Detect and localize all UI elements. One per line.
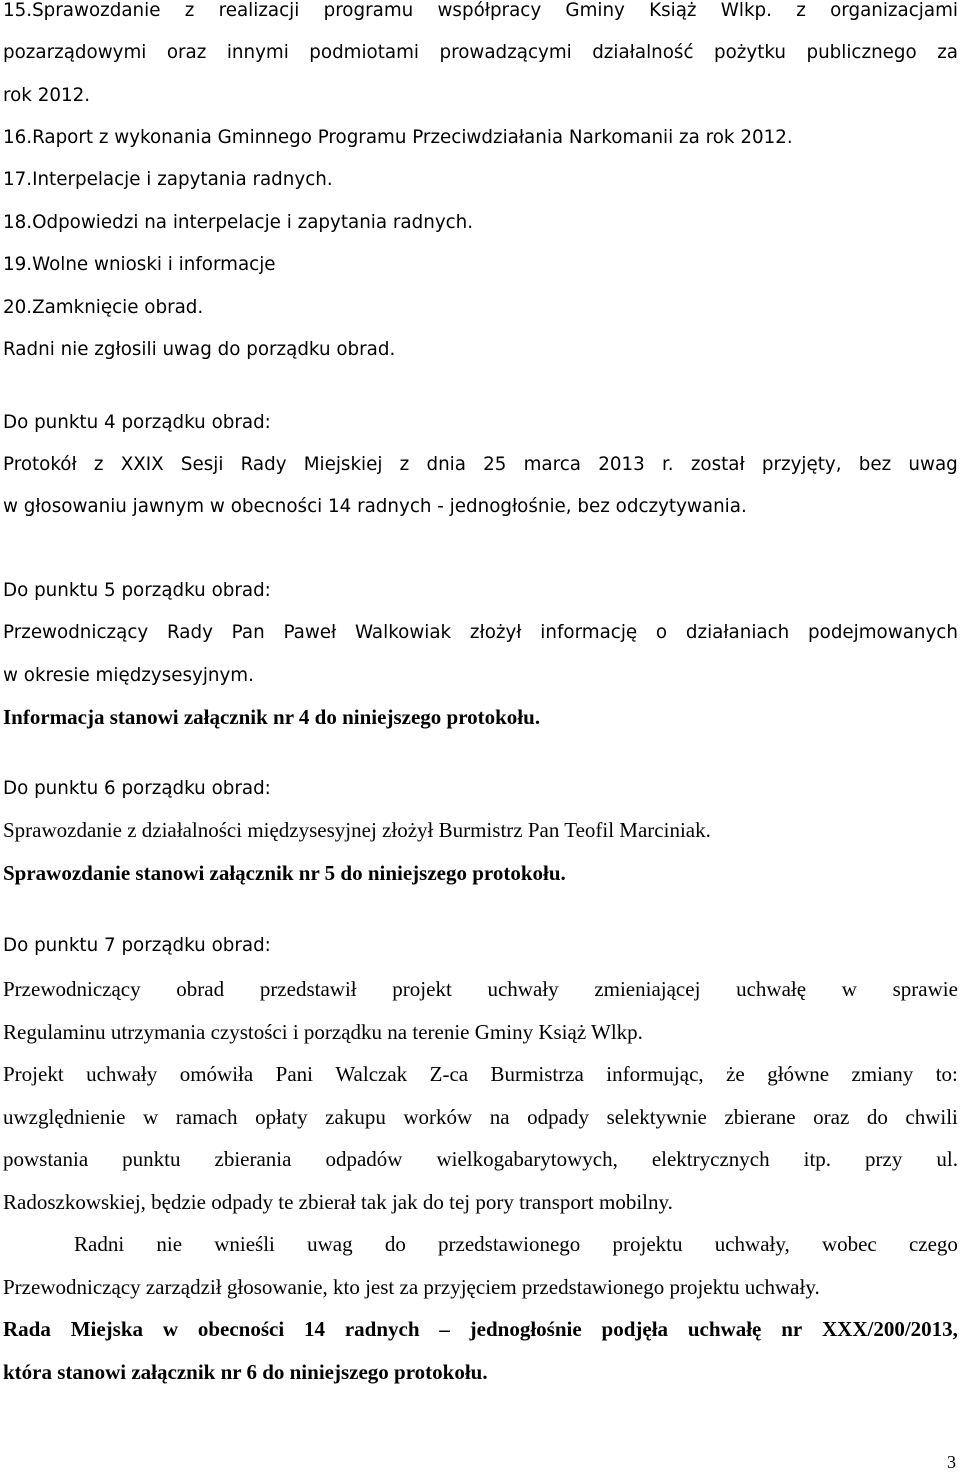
agenda-item-19: 19.Wolne wnioski i informacje <box>3 254 276 275</box>
word: obrad <box>176 977 225 1001</box>
word: omówiła <box>179 1062 254 1086</box>
word: zbierania <box>214 1147 292 1171</box>
word: marca <box>523 454 582 475</box>
word: uchwałę <box>736 977 807 1001</box>
word: zbierane <box>724 1105 796 1129</box>
agenda-item-18: 18.Odpowiedzi na interpelacje i zapytania radnych. <box>3 212 474 233</box>
word: z <box>399 454 410 475</box>
word: programu <box>323 0 414 21</box>
word: uwzględnienie <box>3 1105 126 1129</box>
word: jednogłośnie <box>469 1317 582 1341</box>
word: podmiotami <box>309 42 420 63</box>
agenda-item-15-line-1 <box>3 2 958 20</box>
point-7-p3-line-1 <box>74 1234 958 1255</box>
word: selektywnie <box>606 1105 707 1129</box>
word: uwag <box>307 1232 353 1256</box>
point-6-heading: Do punktu 6 porządku obrad: <box>3 778 271 799</box>
word: Przewodniczący <box>3 622 149 643</box>
word: projektu <box>612 1232 683 1256</box>
word: Walkowiak <box>355 622 452 643</box>
word: Pani <box>275 1062 313 1086</box>
word: Rady <box>166 622 213 643</box>
point-7-p2-line-4: Radoszkowskiej, będzie odpady te zbierał tak jak do tej pory transport mobilny. <box>3 1190 673 1214</box>
word: itp. <box>803 1147 832 1171</box>
word: wobec <box>821 1232 877 1256</box>
word: wielkogabarytowych, <box>436 1147 618 1171</box>
word: Gminy <box>565 0 625 21</box>
word: uchwały <box>86 1062 158 1086</box>
word: obecności <box>197 1317 285 1341</box>
word: – <box>439 1317 450 1341</box>
point-7-heading: Do punktu 7 porządku obrad: <box>3 935 271 956</box>
point-5-heading: Do punktu 5 porządku obrad: <box>3 580 271 601</box>
point-5-line-1 <box>3 624 958 642</box>
word: uchwały <box>487 977 559 1001</box>
agenda-item-15-line-3: rok 2012. <box>3 85 91 106</box>
word: Miejska <box>70 1317 144 1341</box>
word: Pan <box>231 622 265 643</box>
word: o <box>655 622 668 643</box>
word: odpady <box>527 1105 589 1129</box>
word: przyjęty, <box>761 454 842 475</box>
word: Projekt <box>3 1062 64 1086</box>
word: punktu <box>122 1147 181 1171</box>
point-5-attachment: Informacja stanowi załącznik nr 4 do niniejszego protokołu. <box>3 705 541 729</box>
word: odpadów <box>325 1147 403 1171</box>
resolution-line-2: która stanowi załącznik nr 6 do niniejszego protokołu. <box>3 1360 488 1384</box>
point-7-p1-line-1 <box>3 979 958 1000</box>
word: prowadzącymi <box>439 42 572 63</box>
word: Miejskiej <box>303 454 383 475</box>
word: Wlkp. <box>720 0 772 21</box>
word: Burmistrza <box>490 1062 584 1086</box>
resolution-line-1 <box>3 1319 958 1340</box>
agenda-item-17: 17.Interpelacje i zapytania radnych. <box>3 169 333 190</box>
word: innymi <box>226 42 289 63</box>
word: podjęła <box>601 1317 669 1341</box>
word: przedstawionego <box>438 1232 581 1256</box>
word: powstania <box>3 1147 89 1171</box>
word: w <box>162 1317 179 1341</box>
point-7-p2-line-2 <box>3 1107 958 1128</box>
word: działaniach <box>685 622 790 643</box>
word: przy <box>865 1147 903 1171</box>
word: publicznego <box>806 42 917 63</box>
word: r. <box>661 454 674 475</box>
word: realizacji <box>218 0 300 21</box>
point-4-line-1 <box>3 456 958 474</box>
point-6-attachment: Sprawozdanie stanowi załącznik nr 5 do niniejszego protokołu. <box>3 861 566 885</box>
word: opłaty <box>255 1105 308 1129</box>
word: czego <box>908 1232 958 1256</box>
word: w <box>841 977 857 1001</box>
word: oraz <box>166 42 207 63</box>
word: nr <box>781 1317 803 1341</box>
word: projekt <box>392 977 452 1001</box>
point-7-p3-line-2: Przewodniczący zarządził głosowanie, kto jest za przyjęciem przedstawionego projektu uchwały. <box>3 1275 820 1299</box>
word: 25 <box>483 454 507 475</box>
agenda-item-20: 20.Zamknięcie obrad. <box>3 297 204 318</box>
word: radnych <box>344 1317 420 1341</box>
word: główne <box>767 1062 830 1086</box>
point-7-p2-line-3 <box>3 1149 958 1170</box>
word: na <box>489 1105 510 1129</box>
word: w <box>143 1105 159 1129</box>
word: Protokół <box>3 454 77 475</box>
no-remarks-text: Radni nie zgłosili uwag do porządku obrad. <box>3 339 396 360</box>
word: Sesji <box>180 454 224 475</box>
word: Rada <box>3 1317 51 1341</box>
word: uwag <box>908 454 958 475</box>
word: współpracy <box>437 0 542 21</box>
word: oraz <box>813 1105 850 1129</box>
word: bez <box>858 454 892 475</box>
word: organizacjami <box>830 0 958 21</box>
word: podejmowanych <box>808 622 958 643</box>
word: elektrycznych <box>651 1147 770 1171</box>
word: że <box>726 1062 745 1086</box>
word: to: <box>935 1062 958 1086</box>
word: zakupu <box>325 1105 386 1129</box>
word: został <box>690 454 745 475</box>
word: z <box>796 0 806 21</box>
word: informację <box>540 622 638 643</box>
page-number: 3 <box>947 1452 956 1472</box>
agenda-item-15-line-2 <box>3 44 958 62</box>
point-4-line-2: w głosowaniu jawnym w obecności 14 radnych - jednogłośnie, bez odczytywania. <box>3 496 747 517</box>
word: pożytku <box>714 42 786 63</box>
word: 15.Sprawozdanie <box>3 0 161 21</box>
word: za <box>937 42 958 63</box>
word: zmiany <box>851 1062 914 1086</box>
point-6-line-1: Sprawozdanie z działalności międzysesyjnej złożył Burmistrz Pan Teofil Marciniak. <box>3 818 711 842</box>
word: uchwały, <box>714 1232 790 1256</box>
word: przedstawił <box>259 977 357 1001</box>
word: Rady <box>240 454 287 475</box>
word: XXX/200/2013, <box>822 1317 958 1341</box>
word: do <box>866 1105 888 1129</box>
point-7-p1-line-2: Regulaminu utrzymania czystości i porządku na terenie Gminy Książ Wlkp. <box>3 1020 643 1044</box>
word: uchwałę <box>687 1317 762 1341</box>
word: nie <box>156 1232 183 1256</box>
word: ramach <box>175 1105 238 1129</box>
point-4-heading: Do punktu 4 porządku obrad: <box>3 412 271 433</box>
word: Walczak <box>335 1062 408 1086</box>
word: dnia <box>426 454 466 475</box>
word: 14 <box>304 1317 325 1341</box>
word: chwili <box>905 1105 958 1129</box>
word: sprawie <box>892 977 958 1001</box>
word: pozarządowymi <box>3 42 147 63</box>
word: złożył <box>469 622 522 643</box>
word: Radni <box>74 1232 125 1256</box>
word: Przewodniczący <box>3 977 141 1001</box>
word: wnieśli <box>214 1232 275 1256</box>
word: Paweł <box>283 622 337 643</box>
word: Książ <box>649 0 697 21</box>
word: XXIX <box>120 454 164 475</box>
word: 2013 <box>598 454 645 475</box>
word: worków <box>403 1105 473 1129</box>
point-7-p2-line-1 <box>3 1064 958 1085</box>
word: z <box>93 454 104 475</box>
word: zmieniającej <box>594 977 701 1001</box>
word: Z-ca <box>429 1062 469 1086</box>
word: działalność <box>592 42 694 63</box>
word: informując, <box>606 1062 704 1086</box>
word: ul. <box>936 1147 958 1171</box>
word: z <box>184 0 195 21</box>
point-5-line-2: w okresie międzysesyjnym. <box>3 665 254 686</box>
agenda-item-16: 16.Raport z wykonania Gminnego Programu Przeciwdziałania Narkomanii za rok 2012. <box>3 127 793 148</box>
word: do <box>384 1232 406 1256</box>
